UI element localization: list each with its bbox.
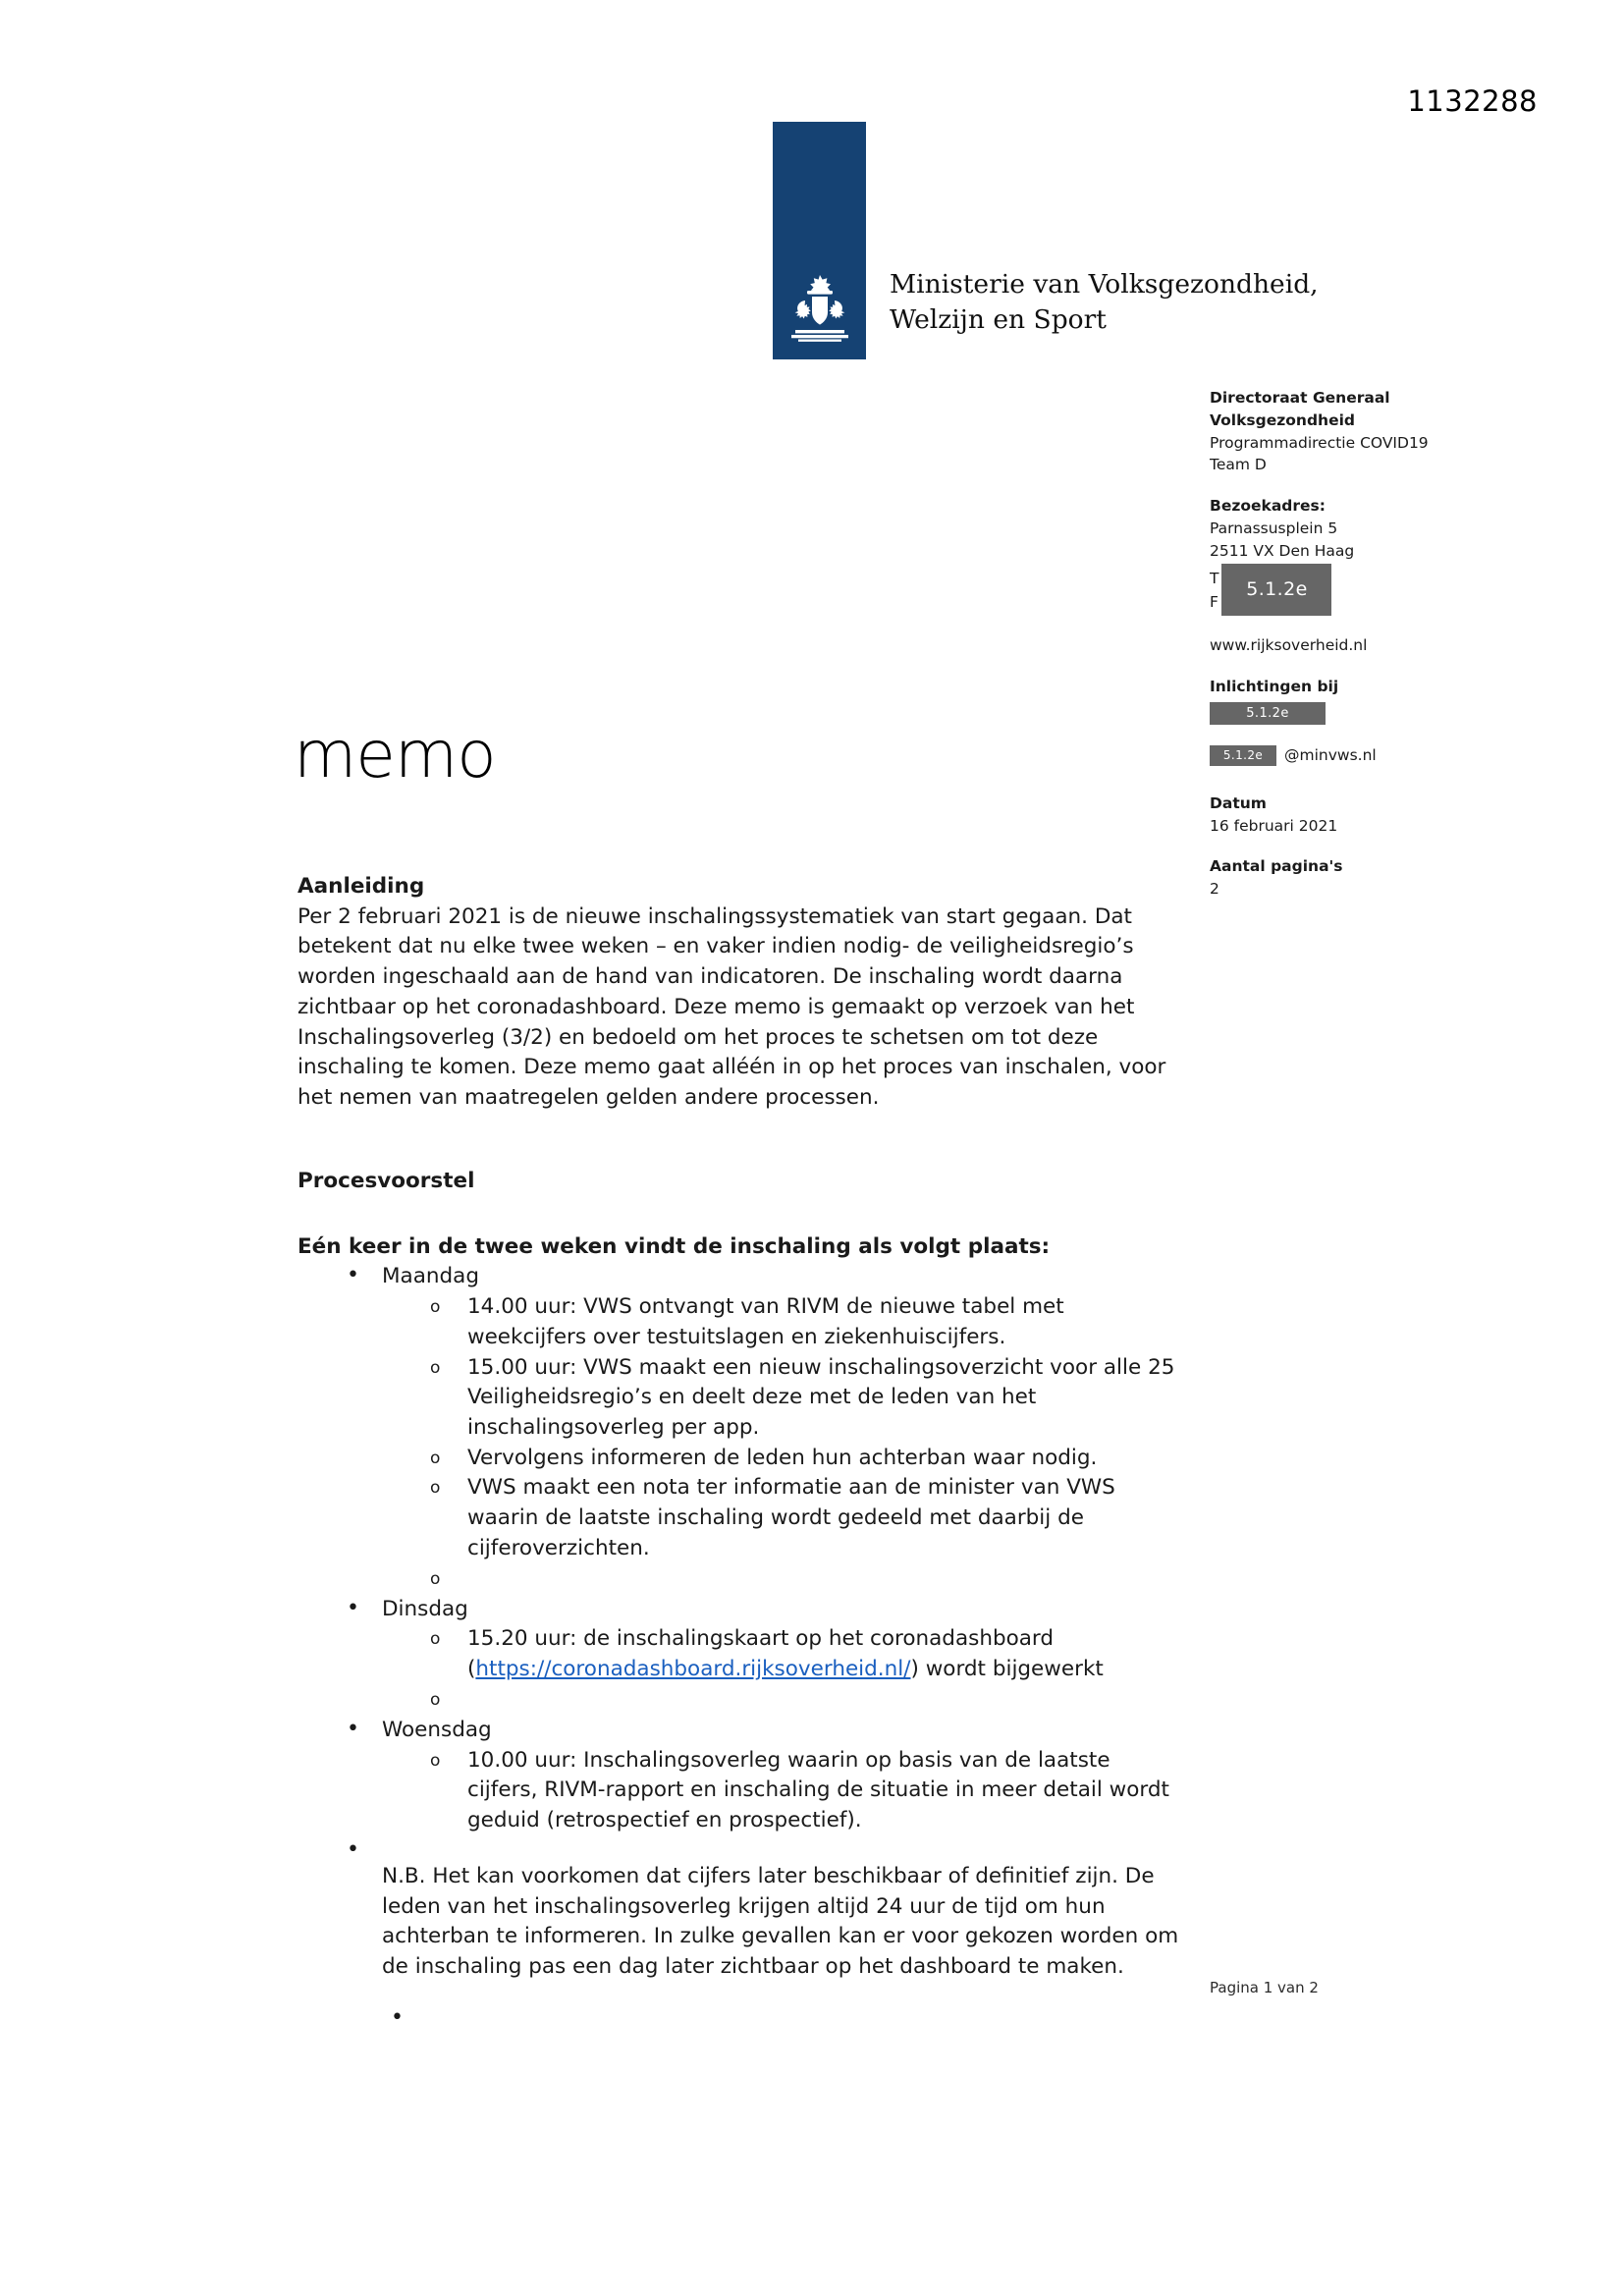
list-item: o 14.00 uur: VWS ontvangt van RIVM de nieuwe tabel met weekcijfers over testuitslagen en ziekenhuiscijfers. bbox=[426, 1292, 1186, 1352]
section-heading-aanleiding: Aanleiding bbox=[298, 874, 425, 899]
org-heading-line2: Volksgezondheid bbox=[1210, 410, 1356, 429]
ministry-name-line1: Ministerie van Volksgezondheid, bbox=[890, 269, 1319, 301]
section-heading-procesvoorstel: Procesvoorstel bbox=[298, 1168, 475, 1193]
list-item: o 15.00 uur: VWS maakt een nieuw inschalingsoverzicht voor alle 25 Veiligheidsregio’s en deelt deze met de leden van het inschalingsoverleg per app. bbox=[426, 1353, 1186, 1444]
list-item bbox=[426, 1624, 1186, 1684]
phone-fax-row bbox=[1210, 564, 1504, 616]
day-label-maandag: Maandag bbox=[382, 1264, 479, 1289]
metadata-sidebar bbox=[1210, 387, 1504, 919]
website-block bbox=[1210, 634, 1504, 657]
list-item-empty bbox=[385, 2004, 1186, 2035]
woensdag-sublist bbox=[382, 1746, 1186, 1836]
pagecount-value: 2 bbox=[1210, 880, 1219, 899]
redacted-contact-name: 5.1.2e bbox=[1210, 702, 1326, 725]
list-item: o VWS maakt een nota ter informatie aan de minister van VWS waarin de laatste inschaling wordt gedeeld met daarbij de cijferoverzichten. bbox=[426, 1473, 1186, 1563]
ministry-name-line2: Welzijn en Sport bbox=[890, 304, 1107, 336]
address-heading: Bezoekadres: bbox=[1210, 497, 1326, 516]
contact-heading: Inlichtingen bij bbox=[1210, 678, 1339, 696]
website-url: www.rijksoverheid.nl bbox=[1210, 636, 1368, 655]
address-block bbox=[1210, 495, 1504, 616]
dinsdag-item-text: 15.20 uur: de inschalingskaart op het coronadashboard bbox=[467, 1626, 1055, 1652]
contact-block bbox=[1210, 676, 1504, 725]
logo-blue-bar bbox=[773, 122, 866, 359]
email-block bbox=[1210, 744, 1504, 767]
list-item-empty bbox=[426, 1685, 1186, 1716]
day-label-dinsdag: Dinsdag bbox=[382, 1596, 468, 1621]
email-domain: @minvws.nl bbox=[1284, 746, 1377, 765]
netherlands-coat-of-arms-icon bbox=[783, 273, 857, 346]
pagecount-heading: Aantal pagina's bbox=[1210, 857, 1343, 876]
list-item-dinsdag bbox=[341, 1595, 1186, 1716]
document-number: 1132288 bbox=[1407, 84, 1538, 118]
list-item-empty bbox=[426, 1564, 1186, 1595]
date-value: 16 februari 2021 bbox=[1210, 816, 1338, 835]
date-block bbox=[1210, 793, 1504, 838]
pagecount-block bbox=[1210, 855, 1504, 901]
page-footer: Pagina 1 van 2 bbox=[1210, 1979, 1319, 1996]
aanleiding-paragraph: Per 2 februari 2021 is de nieuwe inschalingssystematiek van start gegaan. Dat betekent dat nu elke twee weken – en vaker indien nodig- de veiligheidsregio’s worden ingeschaald aan de hand van indicatoren. De inschaling wordt daarna zichtbaar op het coronadashboard. Deze memo is gemaakt op verzoek van het Inschalingsoverleg (3/2) en bedoeld om het proces te schetsen om tot deze inschaling te komen. Deze memo gaat alléén in op het proces van inschalen, voor het nemen van maatregelen gelden andere processen. bbox=[298, 903, 1166, 1111]
organization-block bbox=[1210, 387, 1504, 476]
list-item-woensdag bbox=[341, 1716, 1186, 1836]
redacted-phone-block: 5.1.2e bbox=[1221, 564, 1331, 616]
org-programme: Programmadirectie COVID19 bbox=[1210, 433, 1429, 452]
fax-label: F bbox=[1210, 592, 1218, 611]
link-prefix: ( bbox=[467, 1657, 476, 1682]
list-item: o 10.00 uur: Inschalingsoverleg waarin op basis van de laatste cijfers, RIVM-rapport en inschaling de situatie in meer detail wordt geduid (retrospectief en prospectief). bbox=[426, 1746, 1186, 1836]
telephone-label: T bbox=[1210, 569, 1219, 587]
list-item: o Vervolgens informeren de leden hun achterban waar nodig. bbox=[426, 1444, 1186, 1474]
day-label-woensdag: Woensdag bbox=[382, 1717, 492, 1742]
ministry-name bbox=[890, 267, 1319, 359]
trailing-bullet-list bbox=[298, 2004, 1186, 2035]
org-heading-line1: Directoraat Generaal bbox=[1210, 389, 1390, 407]
memo-body bbox=[298, 872, 1186, 2035]
address-street: Parnassusplein 5 bbox=[1210, 519, 1338, 537]
maandag-sublist bbox=[382, 1292, 1186, 1595]
address-city: 2511 VX Den Haag bbox=[1210, 541, 1355, 560]
dinsdag-sublist bbox=[382, 1624, 1186, 1715]
redacted-email-user: 5.1.2e bbox=[1210, 745, 1276, 766]
list-item-note: • N.B. Het kan voorkomen dat cijfers later beschikbaar of definitief zijn. De leden van het inschalingsoverleg krijgen altijd 24 uur de tijd om hun achterban te informeren. In zulke gevallen kan er voor gekozen worden om de inschaling pas een dag later zichtbaar op het dashboard te maken. bbox=[341, 1836, 1186, 1983]
link-suffix: ) wordt bijgewerkt bbox=[910, 1657, 1104, 1682]
date-heading: Datum bbox=[1210, 793, 1267, 812]
list-item-maandag bbox=[341, 1262, 1186, 1594]
org-team: Team D bbox=[1210, 456, 1267, 474]
ministry-logo bbox=[773, 122, 1319, 359]
coronadashboard-link[interactable]: https://coronadashboard.rijksoverheid.nl/ bbox=[475, 1657, 911, 1682]
page-title: memo bbox=[294, 717, 496, 793]
process-day-list bbox=[298, 1262, 1186, 1982]
procesvoorstel-subheading: Eén keer in de twee weken vindt de inschaling als volgt plaats: bbox=[298, 1233, 1051, 1259]
phone-fax-labels bbox=[1210, 564, 1218, 616]
